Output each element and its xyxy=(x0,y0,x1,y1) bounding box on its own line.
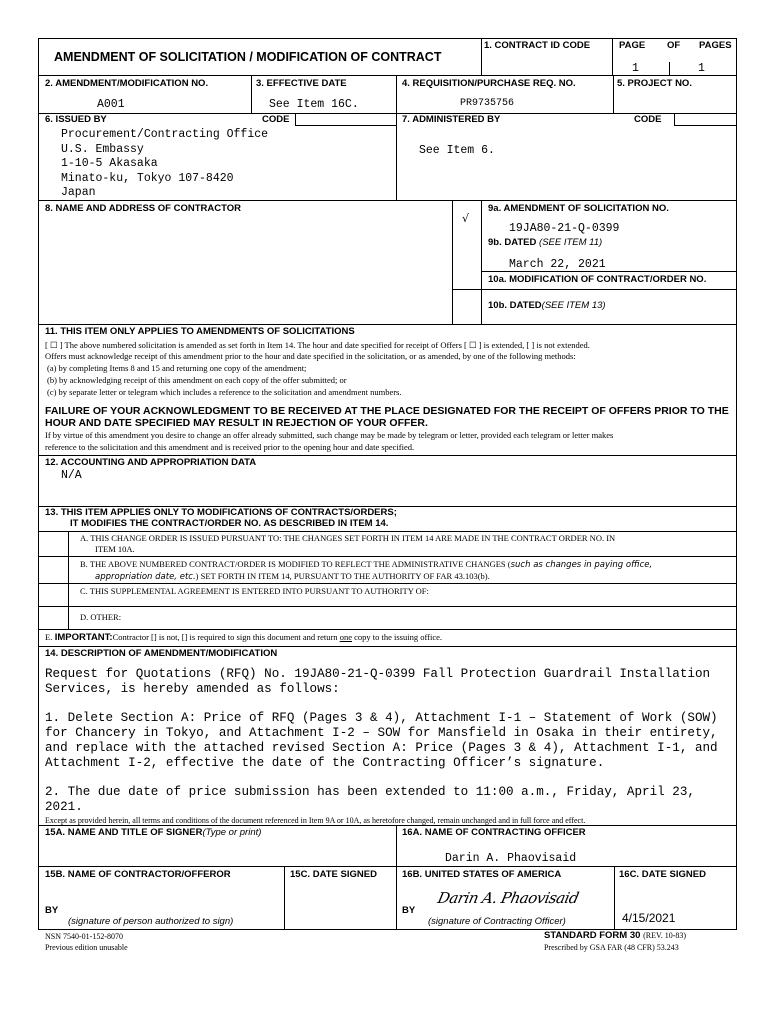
important-label: IMPORTANT: xyxy=(54,632,113,643)
item11-note-line1: If by virtue of this amendment you desire to change an offer already submitted, such change may be made by telegram or letter, provided each telegram or letter makes xyxy=(45,430,614,440)
item16-by-label: BY xyxy=(402,905,416,916)
item15c-label: 15C. DATE SIGNED xyxy=(290,869,377,880)
item15-signature-note: (signature of person authorized to sign) xyxy=(68,916,234,927)
item10b-text: 10b. DATED xyxy=(488,300,542,311)
important-text1: Contractor [ xyxy=(112,632,154,642)
item15a-text: 15A. NAME AND TITLE OF SIGNER xyxy=(45,827,203,838)
item16b-label: 16B. UNITED STATES OF AMERICA xyxy=(402,869,562,880)
item12-label: 12. ACCOUNTING AND APPROPRIATION DATA xyxy=(45,457,257,468)
item15a-label xyxy=(45,827,261,839)
item13-option-b-line2 xyxy=(95,571,490,582)
item14-footer-note: Except as provided herein, all terms and conditions of the document referenced in Item 9A or 10A, as heretofore changed, remain unchanged and in full force and effect. xyxy=(45,816,586,825)
issued-by-address xyxy=(61,128,268,201)
item14-p1-line1: Request for Quotations (RFQ) No. 19JA80-21-Q-0399 Fall Protection Guardrail Installation xyxy=(45,667,711,681)
item14-p2-line4: Attachment I-2, effective the date of the Contracting Officer’s signature. xyxy=(45,756,605,770)
item14-p1-line2: Services, is hereby amended as follows: xyxy=(45,682,340,696)
divider xyxy=(38,324,737,325)
standard-form-line xyxy=(544,930,686,941)
important-text2: ] is not, [ xyxy=(153,632,185,642)
item15-by-label: BY xyxy=(45,905,59,916)
item15a-note: (Type or print) xyxy=(202,827,262,838)
divider xyxy=(38,646,737,647)
address-line: Japan xyxy=(61,186,96,199)
pages-value: 1 xyxy=(698,62,705,75)
item11-warning-line1: FAILURE OF YOUR ACKNOWLEDGMENT TO BE RECEIVED AT THE PLACE DESIGNATED FOR THE RECEIPT OF OFFERS PRIOR TO THE xyxy=(45,405,729,417)
address-line: Procurement/Contracting Office xyxy=(61,128,269,141)
divider xyxy=(38,606,737,607)
item14-p3-line1: 2. The due date of price submission has been extended to 11:00 a.m., Friday, April 23, xyxy=(45,785,695,799)
item14-p2-line1: 1. Delete Section A: Price of RFQ (Pages 3 & 4), Attachment I-1 – Statement of Work (SOW) xyxy=(45,711,718,725)
divider xyxy=(669,62,670,75)
important-line xyxy=(45,632,442,643)
item13-option-c: C. THIS SUPPLEMENTAL AGREEMENT IS ENTERED INTO PURSUANT TO AUTHORITY OF: xyxy=(80,586,429,596)
item11-method-c: (c) by separate letter or telegram which includes a reference to the solicitation and amendment numbers. xyxy=(47,387,402,397)
frame-top xyxy=(38,38,737,39)
effective-date-label: 3. EFFECTIVE DATE xyxy=(256,78,347,89)
code-box-6 xyxy=(295,113,397,126)
item9a-label: 9a. AMENDMENT OF SOLICITATION NO. xyxy=(488,203,669,214)
item9b-label xyxy=(488,237,602,249)
item13-b2-italic: appropriation date, etc. xyxy=(95,572,196,582)
item13-option-a-line2: ITEM 10A. xyxy=(95,544,135,554)
item10b-note: (SEE ITEM 13) xyxy=(541,300,606,311)
item9b-note: (SEE ITEM 11) xyxy=(539,237,603,248)
item13-option-d: D. OTHER: xyxy=(80,612,122,622)
item11-title: 11. THIS ITEM ONLY APPLIES TO AMENDMENTS OF SOLICITATIONS xyxy=(45,326,355,337)
contracting-officer-name: Darin A. Phaovisaid xyxy=(445,852,577,865)
project-label: 5. PROJECT NO. xyxy=(617,78,692,89)
divider xyxy=(396,825,397,930)
divider xyxy=(38,556,737,557)
item9b-text: 9b. DATED xyxy=(488,237,537,248)
issued-by-code-label: CODE xyxy=(262,114,290,125)
divider xyxy=(396,75,397,200)
divider xyxy=(481,271,737,272)
amendment-no-label: 2. AMENDMENT/MODIFICATION NO. xyxy=(45,78,209,89)
divider xyxy=(68,531,69,629)
item13-title-line2: IT MODIFIES THE CONTRACT/ORDER NO. AS DESCRIBED IN ITEM 14. xyxy=(70,518,389,529)
standard-form-label: STANDARD FORM 30 xyxy=(544,930,641,941)
item13-option-a-line1: A. THIS CHANGE ORDER IS ISSUED PURSUANT TO: THE CHANGES SET FORTH IN ITEM 14 ARE MADE IN THE CONTRACT ORDER NO. IN xyxy=(80,533,616,543)
amendment-no-value: A001 xyxy=(97,98,125,111)
divider xyxy=(452,200,453,324)
contract-id-label: 1. CONTRACT ID CODE xyxy=(484,40,591,51)
solicitation-date-value: March 22, 2021 xyxy=(509,258,606,271)
prescribed-by: Prescribed by GSA FAR (48 CFR) 53.243 xyxy=(544,943,679,952)
form-title: AMENDMENT OF SOLICITATION / MODIFICATION OF CONTRACT xyxy=(54,50,442,64)
divider xyxy=(614,866,615,930)
divider xyxy=(38,455,737,456)
of-label: OF xyxy=(667,40,681,51)
important-underline: one xyxy=(339,632,352,642)
item13-title-line1: 13. THIS ITEM APPLIES ONLY TO MODIFICATIONS OF CONTRACTS/ORDERS; xyxy=(45,507,397,518)
item10b-label xyxy=(488,300,606,312)
item14-label: 14. DESCRIPTION OF AMENDMENT/MODIFICATION xyxy=(45,648,278,659)
previous-edition-note: Previous edition unusable xyxy=(45,943,128,952)
page-value: 1 xyxy=(632,62,639,75)
item11-method-a: (a) by completing Items 8 and 15 and returning one copy of the amendment; xyxy=(47,363,307,373)
pages-label: PAGES xyxy=(699,40,732,51)
item13-option-b-line1 xyxy=(80,559,652,570)
important-text3: ] is required to sign this document and return xyxy=(184,632,340,642)
item16c-label: 16C. DATE SIGNED xyxy=(619,869,706,880)
code-box-7 xyxy=(674,113,737,126)
divider xyxy=(613,75,614,113)
page-label: PAGE xyxy=(619,40,646,51)
item11-method-b: (b) by acknowledging receipt of this amendment on each copy of the offer submitted; or xyxy=(47,375,347,385)
amendment-check-mark: √ xyxy=(462,212,470,225)
item12-value: N/A xyxy=(61,469,82,482)
item10a-label: 10a. MODIFICATION OF CONTRACT/ORDER NO. xyxy=(488,274,707,285)
divider xyxy=(38,629,737,630)
divider xyxy=(38,583,737,584)
address-line: U.S. Embassy xyxy=(61,142,144,156)
frame-right xyxy=(736,38,737,930)
divider xyxy=(452,289,737,290)
divider xyxy=(284,866,285,930)
issued-by-label: 6. ISSUED BY xyxy=(45,114,107,125)
item11-line2: Offers must acknowledge receipt of this amendment prior to the hour and date specified in the solicitation, or as amended, by one of the following methods: xyxy=(45,351,576,361)
item15b-label: 15B. NAME OF CONTRACTOR/OFFEROR xyxy=(45,869,231,880)
divider xyxy=(612,38,613,75)
administered-by-label: 7. ADMINISTERED BY xyxy=(402,114,501,125)
divider xyxy=(251,75,252,113)
divider xyxy=(481,38,482,75)
form-revision: (REV. 10-83) xyxy=(643,931,687,940)
important-text4: copy to the issuing office. xyxy=(351,632,442,642)
address-line: 1-10-5 Akasaka xyxy=(61,157,158,170)
administered-by-code-label: CODE xyxy=(634,114,662,125)
item16-signature-note: (signature of Contracting Officer) xyxy=(428,916,566,927)
item14-p3-line2: 2021. xyxy=(45,800,83,814)
item14-p2-line2: for Chancery in Tokyo, and Attachment I-2 – SOW for Mansfield in Osaka in their entirety, xyxy=(45,726,718,740)
divider xyxy=(38,866,737,867)
item11-warning-line2: HOUR AND DATE SPECIFIED MAY RESULT IN REJECTION OF YOUR OFFER. xyxy=(45,417,428,429)
divider xyxy=(38,531,737,532)
divider xyxy=(38,75,737,76)
date-signed-value: 4/15/2021 xyxy=(622,911,676,925)
nsn-number: NSN 7540-01-152-8070 xyxy=(45,932,123,941)
item11-line1: [ ☐ ] The above numbered solicitation is amended as set forth in Item 14. The hour and date specified for receipt of Offers [ ☐ ] is extended, [ ] is not extended. xyxy=(45,340,590,350)
item16a-label: 16A. NAME OF CONTRACTING OFFICER xyxy=(402,827,586,838)
item13-b2-text: ) SET FORTH IN ITEM 14, PURSUANT TO THE AUTHORITY OF FAR 43.103(b). xyxy=(195,571,490,581)
administered-by-value: See Item 6. xyxy=(419,144,495,157)
requisition-label: 4. REQUISITION/PURCHASE REQ. NO. xyxy=(402,78,576,89)
effective-date-value: See Item 16C. xyxy=(269,98,359,111)
contractor-label: 8. NAME AND ADDRESS OF CONTRACTOR xyxy=(45,203,241,214)
item13-b-italic: such as changes in paying office, xyxy=(510,560,653,570)
important-e: E. xyxy=(45,632,53,642)
requisition-value: PR9735756 xyxy=(460,98,515,109)
address-line: Minato-ku, Tokyo 107-8420 xyxy=(61,171,234,185)
solicitation-no-value: 19JA80-21-Q-0399 xyxy=(509,222,620,235)
item14-p2-line3: and replace with the attached revised Section A: Price (Pages 3 & 4), Attachment I-1, and xyxy=(45,741,718,755)
officer-signature: Darin A. Phaovisaid xyxy=(436,889,581,907)
divider xyxy=(481,200,482,324)
item13-b-text: B. THE ABOVE NUMBERED CONTRACT/ORDER IS MODIFIED TO REFLECT THE ADMINISTRATIVE CHANGES ( xyxy=(80,559,511,569)
item11-note-line2: reference to the solicitation and this amendment and is received prior to the opening hour and date specified. xyxy=(45,442,415,452)
frame-left xyxy=(38,38,39,930)
